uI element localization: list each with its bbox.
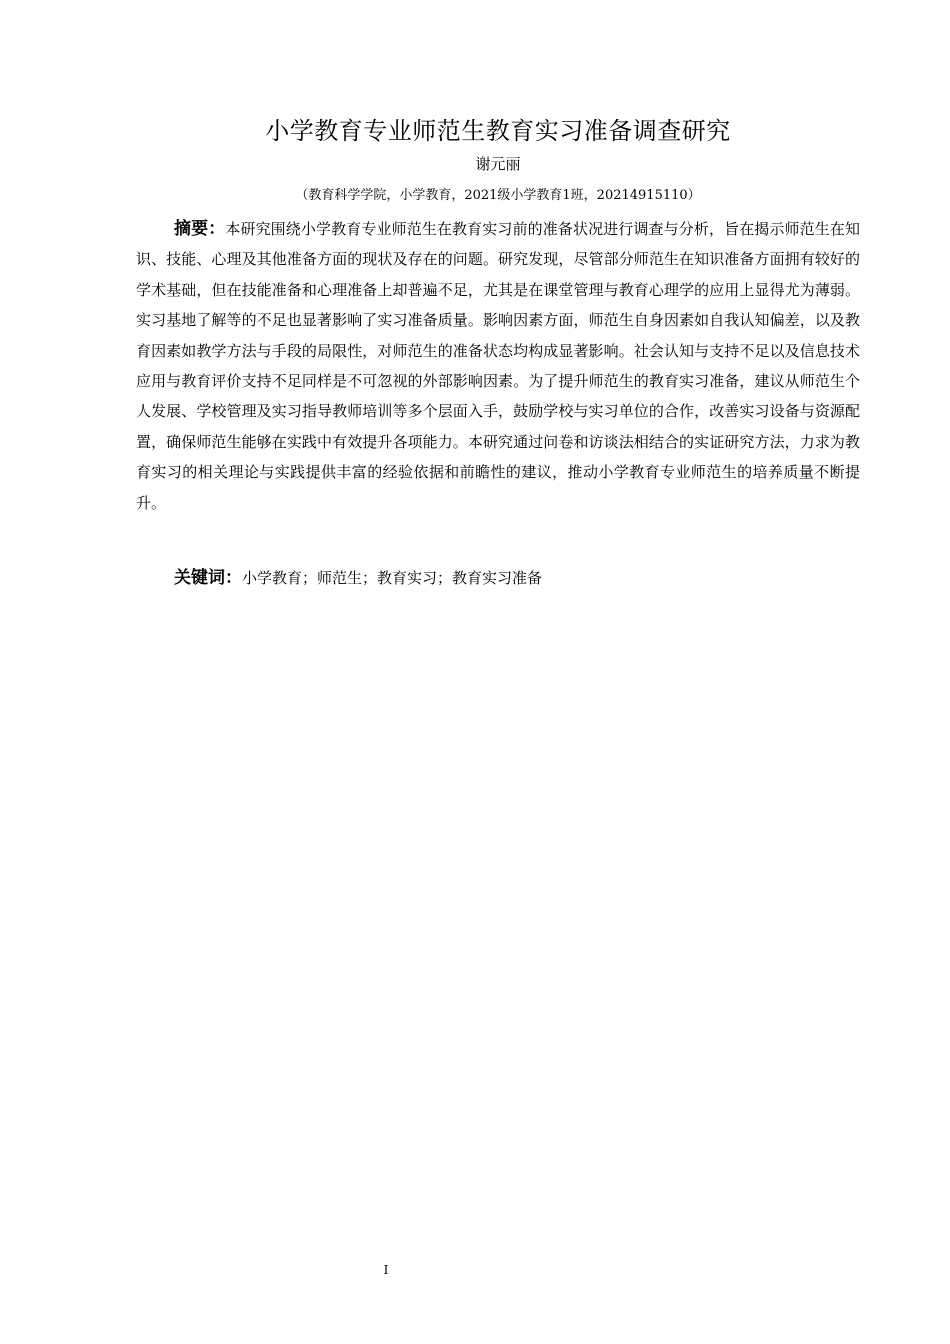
abstract-label: 摘要：: [174, 219, 226, 239]
keywords-label: 关键词：: [174, 568, 242, 588]
author-name: 谢元丽: [475, 155, 521, 173]
keywords-text: 小学教育；师范生；教育实习；教育实习准备: [242, 569, 543, 587]
author-affiliation: （教育科学学院，小学教育，2021级小学教育1班，20214915110）: [295, 188, 701, 203]
abstract-paragraph: [136, 214, 860, 518]
page-number: I: [383, 1263, 389, 1277]
abstract-text: 本研究围绕小学教育专业师范生在教育实习前的准备状况进行调查与分析，旨在揭示师范生在知识、技能、心理及其他准备方面的现状及存在的问题。研究发现，尽管部分师范生在知识准备方面拥有较好的学术基础，但在技能准备和心理准备上却普遍不足，尤其是在课堂管理与教育心理学的应用上显得尤为薄弱。实习基地了解等的不足也显著影响了实习准备质量。影响因素方面，师范生自身因素如自我认知偏差，以及教育因素如教学方法与手段的局限性，对师范生的准备状态均构成显著影响。社会认知与支持不足以及信息技术应用与教育评价支持不足同样是不可忽视的外部影响因素。为了提升师范生的教育实习准备，建议从师范生个人发展、学校管理及实习指导教师培训等多个层面入手，鼓励学校与实习单位的合作，改善实习设备与资源配置，确保师范生能够在实践中有效提升各项能力。本研究通过问卷和访谈法相结合的实证研究方法，力求为教育实习的相关理论与实践提供丰富的经验依据和前瞻性的建议，推动小学教育专业师范生的培养质量不断提升。: [136, 220, 860, 512]
paper-title: 小学教育专业师范生教育实习准备调查研究: [265, 117, 731, 145]
keywords-line: [174, 563, 860, 593]
